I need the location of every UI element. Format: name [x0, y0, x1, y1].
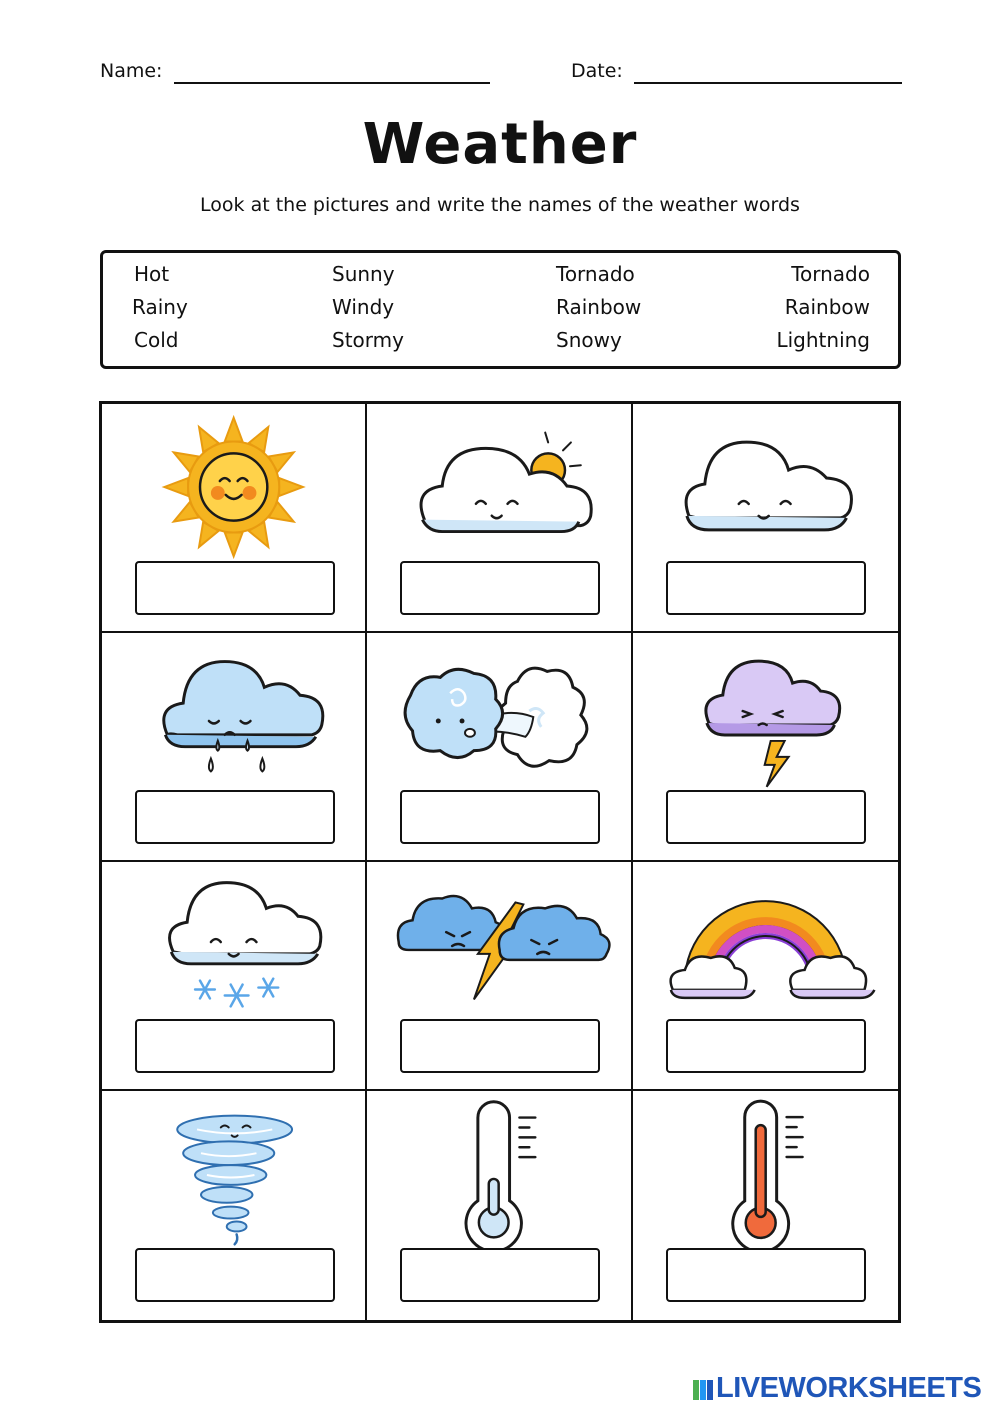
word-bank-word: Stormy — [332, 328, 404, 352]
date-label: Date: — [571, 60, 623, 82]
answer-box[interactable] — [666, 1019, 866, 1073]
hot-thermometer-icon — [633, 1099, 898, 1249]
name-label: Name: — [100, 60, 163, 82]
word-bank-word: Cold — [134, 328, 179, 352]
grid-cell — [633, 862, 898, 1091]
answer-box[interactable] — [400, 1019, 600, 1073]
grid-cell — [102, 862, 367, 1091]
liveworksheets-icon — [692, 1378, 714, 1402]
grid-cell — [633, 404, 898, 633]
answer-box[interactable] — [400, 790, 600, 844]
word-bank-word: Sunny — [332, 262, 395, 286]
partly-cloudy-icon — [367, 412, 630, 562]
answer-box[interactable] — [666, 790, 866, 844]
wind-cloud-icon — [367, 641, 630, 791]
grid-cell — [367, 633, 632, 862]
name-input-line[interactable] — [174, 82, 490, 84]
grid-cell — [102, 404, 367, 633]
answer-box[interactable] — [400, 1248, 600, 1302]
rain-cloud-icon — [102, 641, 365, 791]
grid-cell — [633, 1091, 898, 1320]
grid-cell — [633, 633, 898, 862]
header-row — [100, 60, 902, 86]
word-bank-word: Lightning — [776, 328, 870, 352]
snow-cloud-icon — [102, 870, 365, 1020]
picture-grid — [99, 401, 901, 1323]
word-bank-word: Snowy — [556, 328, 622, 352]
grid-cell — [102, 633, 367, 862]
brand-text: LIVEWORKSHEETS — [716, 1372, 982, 1404]
answer-box[interactable] — [135, 561, 335, 615]
grid-cell — [102, 1091, 367, 1320]
grid-cell — [367, 862, 632, 1091]
answer-box[interactable] — [135, 1248, 335, 1302]
word-bank-word: Tornado — [791, 262, 870, 286]
word-bank-word: Rainy — [132, 295, 188, 319]
word-bank-word: Windy — [332, 295, 395, 319]
answer-box[interactable] — [666, 1248, 866, 1302]
word-bank-word: Hot — [134, 262, 170, 286]
tornado-icon — [102, 1099, 365, 1249]
page-title: Weather — [362, 112, 638, 177]
answer-box[interactable] — [135, 1019, 335, 1073]
cold-thermometer-icon — [367, 1099, 630, 1249]
word-bank — [100, 250, 901, 369]
storm-clouds-icon — [367, 870, 630, 1020]
thunder-cloud-icon — [633, 641, 898, 791]
rainbow-icon — [633, 870, 898, 1020]
cloud-icon — [633, 412, 898, 562]
answer-box[interactable] — [135, 790, 335, 844]
date-input-line[interactable] — [634, 82, 902, 84]
grid-cell — [367, 404, 632, 633]
instructions: Look at the pictures and write the names of the weather words — [200, 194, 800, 216]
sun-icon — [102, 412, 365, 562]
brand-logo — [692, 1372, 990, 1408]
word-bank-word: Rainbow — [784, 295, 870, 319]
word-bank-word: Tornado — [556, 262, 635, 286]
grid-cell — [367, 1091, 632, 1320]
word-bank-word: Rainbow — [556, 295, 642, 319]
answer-box[interactable] — [400, 561, 600, 615]
answer-box[interactable] — [666, 561, 866, 615]
